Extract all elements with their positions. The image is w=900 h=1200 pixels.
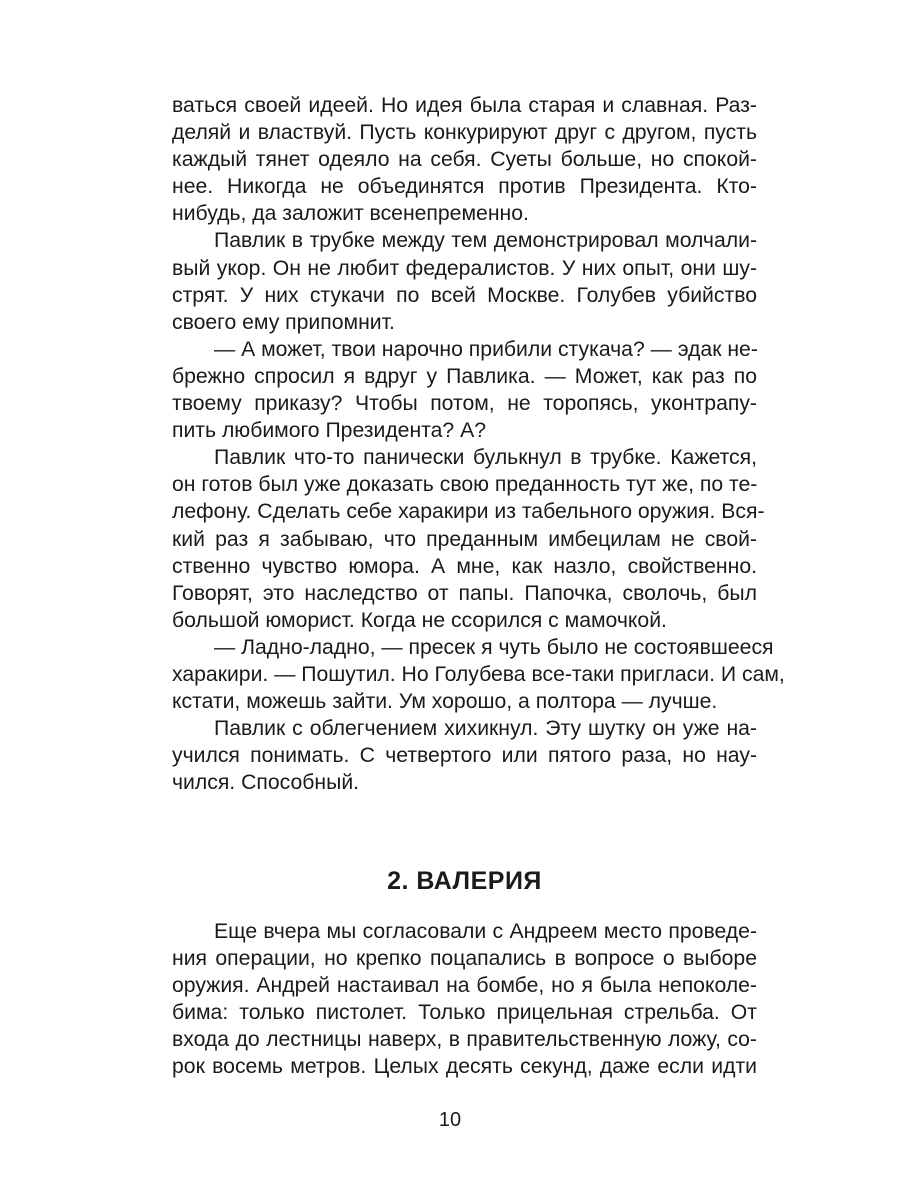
text-line: каждый тянет одеяло на себя. Суеты больше, но спокой- <box>172 148 757 172</box>
text-line: стрят. У них стукачи по всей Москве. Голубев убийство <box>172 283 757 307</box>
text-line: деляй и властвуй. Пусть конкурируют друг с другом, пусть <box>172 121 757 145</box>
text-line: ственно чувство юмора. А мне, как назло, свойственно. <box>172 554 757 578</box>
text-line: большой юморист. Когда не ссорился с мамочкой. <box>172 608 667 632</box>
text-line: Павлик что-то панически булькнул в трубке. Кажется, <box>214 446 757 470</box>
text-block-bottom <box>172 918 757 1081</box>
text-line: харакири. — Пошутил. Но Голубева все-таки пригласи. И сам, <box>172 662 785 686</box>
text-line: учился понимать. С четвертого или пятого раза, но нау- <box>172 744 757 768</box>
text-block-top <box>172 92 785 796</box>
text-line: рок восемь метров. Целых десять секунд, даже если идти <box>172 1055 757 1079</box>
text-line: Павлик с облегчением хихикнул. Эту шутку он уже на- <box>214 717 757 741</box>
text-line: пить любимого Президента? А? <box>172 419 487 443</box>
text-line: вый укор. Он не любит федералистов. У них опыт, они шу- <box>172 256 757 280</box>
text-line: Павлик в трубке между тем демонстрировал молчали- <box>214 229 757 253</box>
text-line: входа до лестницы наверх, в правительственную ложу, со- <box>172 1028 757 1052</box>
text-line: лефону. Сделать себе харакири из табельного оружия. Вся- <box>172 500 765 524</box>
text-line: ваться своей идеей. Но идея была старая и славная. Раз- <box>172 94 757 117</box>
text-line: он готов был уже доказать свою преданность тут же, по те- <box>172 473 758 497</box>
text-line: нибудь, да заложит всенепременно. <box>172 202 529 226</box>
text-line: чился. Способный. <box>172 771 360 795</box>
text-line: Еще вчера мы согласовали с Андреем место проведе- <box>214 920 757 943</box>
chapter-title: 2. ВАЛЕРИЯ <box>387 867 542 895</box>
text-line: нее. Никогда не объединятся против Президента. Кто- <box>172 175 757 199</box>
text-line: — Ладно-ладно, — пресек я чуть было не состоявшееся <box>214 635 774 659</box>
text-line: кстати, можешь зайти. Ум хорошо, а полтора — лучше. <box>172 690 718 714</box>
text-line: бима: только пистолет. Только прицельная стрельба. От <box>172 1001 757 1025</box>
text-line: кий раз я забываю, что преданным имбецилам не свой- <box>172 527 757 551</box>
text-line: Говорят, это наследство от папы. Папочка, сволочь, был <box>172 581 757 605</box>
page-number: 10 <box>438 1109 462 1131</box>
text-line: твоему приказу? Чтобы потом, не торопясь, уконтрапу- <box>172 392 757 416</box>
text-line: брежно спросил я вдруг у Павлика. — Может, как раз по <box>172 364 757 388</box>
text-line: — А может, твои нарочно прибили стукача? — эдак не- <box>214 337 758 361</box>
text-line: ния операции, но крепко поцапались в вопросе о выборе <box>172 947 757 971</box>
text-line: своего ему припомнит. <box>172 310 395 334</box>
text-line: оружия. Андрей настаивал на бомбе, но я была непоколе- <box>172 974 757 998</box>
